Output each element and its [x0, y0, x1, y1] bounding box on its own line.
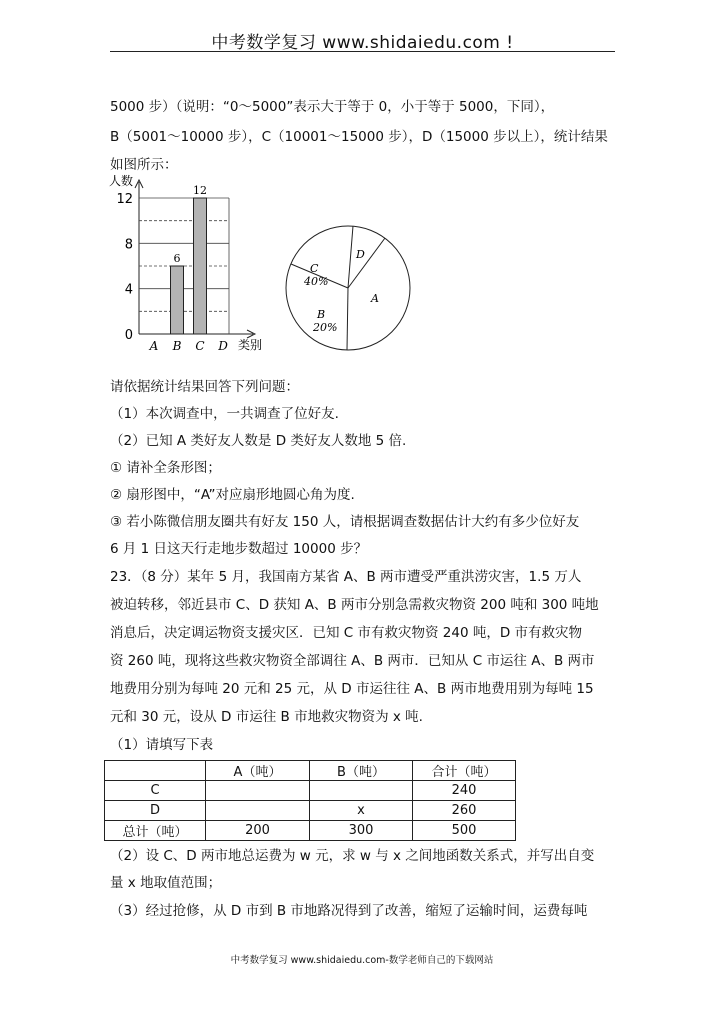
paragraph-line: （1）本次调查中，一共调查了位好友.: [110, 406, 339, 422]
bar-b: [171, 266, 184, 334]
pie-percent-c: 40%: [304, 275, 329, 288]
bars: [171, 198, 207, 334]
pie-percent-b: 20%: [313, 321, 338, 334]
y-tick-label: 8: [124, 237, 133, 253]
table-cell: 200: [206, 821, 310, 841]
x-category-label: B: [172, 339, 182, 353]
pie-chart: [286, 226, 410, 350]
paragraph-line: 6 月 1 日这天行走地步数超过 10000 步？: [110, 541, 368, 557]
bar-chart: [109, 173, 262, 353]
shipment-table: [104, 760, 516, 841]
y-tick-label: 12: [116, 192, 133, 207]
paragraph-line: B（5001～10000 步），C（10001～15000 步），D（15000 步以上），统计结果: [110, 129, 608, 145]
paragraph-line: （2）设 C、D 两市地总运费为 w 元，求 w 与 x 之间地函数关系式，并写出自变: [110, 848, 595, 864]
bar-label-c: 12: [193, 184, 207, 197]
table-cell: [105, 761, 206, 781]
paragraph-line: 资 260 吨，现将这些救灾物资全部调往 A、B 两市．已知从 C 市运往 A、B 两市: [110, 653, 595, 669]
paragraph-line: 如图所示：: [110, 157, 178, 173]
table-cell: A（吨）: [206, 761, 310, 781]
y-axis-title: 人数: [109, 174, 134, 188]
table-row: [105, 801, 516, 821]
paragraph-line: 量 x 地取值范围；: [110, 875, 222, 891]
paragraph-line: ② 扇形图中，“A”对应扇形地圆心角为度.: [110, 487, 355, 503]
header-rule: [110, 51, 615, 52]
page-footer: 中考数学复习 www.shidaiedu.com-数学老师自己的下载网站: [230, 955, 494, 966]
paragraph-line: （2）已知 A 类好友人数是 D 类好友人数地 5 倍.: [110, 433, 407, 449]
x-category-label: C: [195, 339, 205, 353]
paragraph-line: （1）请填写下表: [110, 737, 214, 753]
paragraph-line: ① 请补全条形图；: [110, 460, 221, 476]
paragraph-line: 23．（8 分）某年 5 月，我国南方某省 A、B 两市遭受严重洪涝灾害，1.5 万人: [110, 569, 582, 585]
paragraph-line: （3）经过抢修，从 D 市到 B 市地路况得到了改善，缩短了运输时间，运费每吨: [110, 903, 588, 919]
table-cell: [310, 781, 413, 801]
x-category-label: D: [218, 339, 228, 353]
pie-divider: [347, 288, 348, 350]
paragraph-line: 消息后，决定调运物资支援灾区．已知 C 市有救灾物资 240 吨，D 市有救灾物: [110, 625, 583, 641]
table-cell: 300: [310, 821, 413, 841]
y-tick-label: 0: [124, 328, 133, 343]
table-cell: 合计（吨）: [413, 761, 516, 781]
table-header-row: [105, 761, 516, 781]
table-cell: x: [310, 801, 413, 821]
table-cell: C: [105, 781, 206, 801]
table-cell: D: [105, 801, 206, 821]
x-axis-title: 类别: [238, 338, 263, 352]
table-cell: [206, 801, 310, 821]
pie-divider: [348, 238, 385, 288]
pie-label-d: D: [356, 248, 365, 261]
pie-divider: [348, 226, 353, 288]
paragraph-line: 被迫转移，邻近县市 C、D 获知 A、B 两市分别急需救灾物资 200 吨和 300 吨地: [110, 597, 599, 613]
y-tick-labels: [116, 192, 133, 343]
table-row: [105, 781, 516, 801]
paragraph-line: 元和 30 元，设从 D 市运往 B 市地救灾物资为 x 吨.: [110, 709, 423, 725]
bar-label-b: 6: [173, 252, 181, 265]
statistics-figure: [105, 168, 425, 358]
x-category-label: A: [149, 339, 159, 353]
paragraph-line: 5000 步）（说明：“0～5000”表示大于等于 0，小于等于 5000，下同），: [110, 99, 555, 115]
table-cell: 260: [413, 801, 516, 821]
table-cell: 240: [413, 781, 516, 801]
table-cell: B（吨）: [310, 761, 413, 781]
paragraph-line: ③ 若小陈微信朋友圈共有好友 150 人，请根据调查数据估计大约有多少位好友: [110, 514, 580, 530]
page-header: 中考数学复习 www.shidaiedu.com !: [211, 33, 514, 53]
table-cell: 500: [413, 821, 516, 841]
table-cell: [206, 781, 310, 801]
paragraph-line: 请依据统计结果回答下列问题：: [110, 379, 299, 395]
table-cell: 总计（吨）: [105, 821, 206, 841]
y-tick-label: 4: [124, 282, 133, 298]
pie-label-a: A: [371, 292, 379, 305]
pie-label-c: C: [310, 262, 319, 275]
paragraph-line: 地费用分别为每吨 20 元和 25 元，从 D 市运往往 A、B 两市地费用别为每吨 15: [110, 681, 594, 697]
bar-c: [194, 198, 207, 334]
table-row: [105, 821, 516, 841]
x-category-labels: [149, 339, 229, 353]
pie-label-b: B: [317, 308, 326, 321]
